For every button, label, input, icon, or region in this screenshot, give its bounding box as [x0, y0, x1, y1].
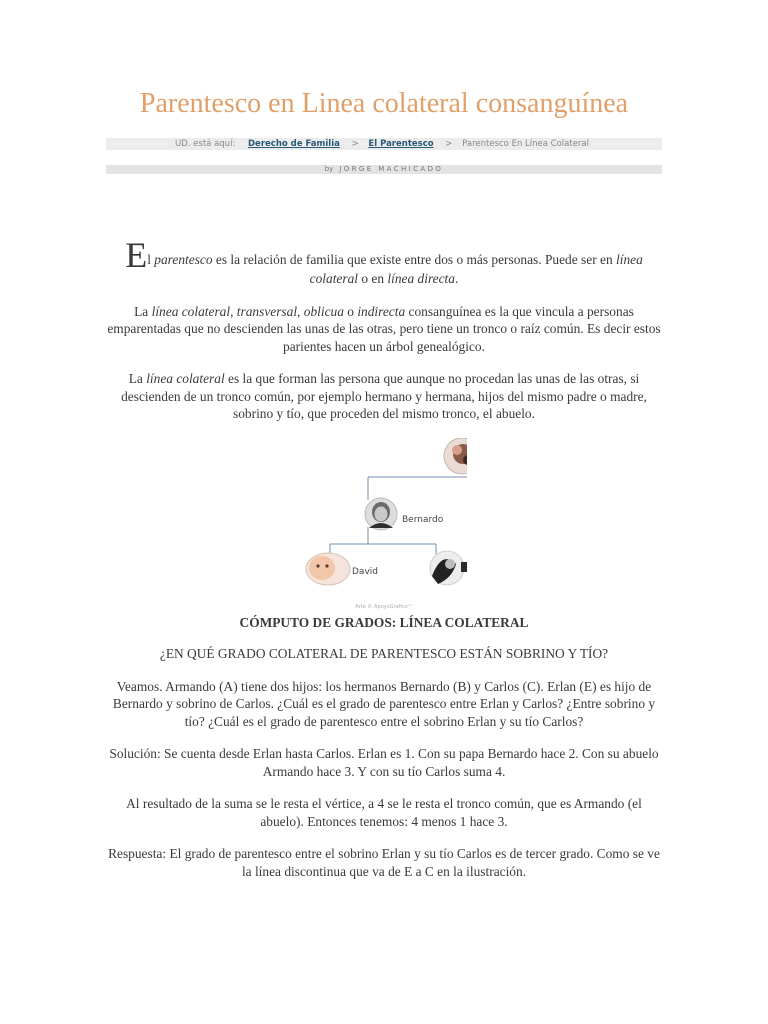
breadcrumb-link-derecho-familia[interactable]: Derecho de Familia: [248, 139, 340, 149]
definition-paragraph: [106, 303, 662, 356]
term-linea-colateral: línea colateral: [309, 252, 643, 286]
respuesta-paragraph: Respuesta: El grado de parentesco entre el sobrino Erlan y su tío Carlos es de tercer grado. Como se ve la línea discontinua que va de E a C en la ilustración.: [108, 846, 660, 879]
explanation-paragraph: [106, 370, 662, 423]
avatar-david: [306, 553, 350, 585]
question-paragraph: ¿EN QUÉ GRADO COLATERAL DE PARENTESCO ESTÁN SOBRINO Y TÍO?: [159, 646, 609, 661]
breadcrumb-separator: >: [445, 139, 453, 149]
section-heading: CÓMPUTO DE GRADOS: LÍNEA COLATERAL: [239, 614, 529, 630]
breadcrumb: [106, 138, 662, 150]
avatar-grandparent: [444, 438, 480, 474]
family-tree-figure: [106, 438, 662, 608]
family-tree-illustration: [106, 438, 662, 608]
avatar-sibling: [430, 551, 467, 585]
resultado-paragraph: Al resultado de la suma se le resta el vértice, a 4 se le resta el tronco común, que es Armando (el abuelo). Entonces tenemos: 4 menos 1 hace 3.: [126, 796, 642, 829]
label-bernardo: Bernardo: [402, 514, 444, 525]
breadcrumb-link-el-parentesco[interactable]: El Parentesco: [368, 139, 434, 149]
para-text: o: [343, 303, 358, 319]
figure-credit: Arte © ApoyoGrafico™: [355, 603, 413, 610]
avatar-bernardo: [365, 498, 397, 530]
intro-text: .: [454, 271, 459, 286]
label-david: David: [352, 566, 378, 577]
intro-paragraph: [106, 235, 662, 288]
article-body: [106, 235, 662, 895]
veamos-paragraph: Veamos. Armando (A) tiene dos hijos: los hermanos Bernardo (B) y Carlos (C). Erlan (E) es hijo de Bernardo y sobrino de Carlos. ¿Cuál es el grado de parentesco entre Erlan y Carlos? ¿Entre sobrino y tío? ¿Cuál es el grado de parentesco entre el sobrino Erlan y su tío Carlos?: [112, 678, 656, 729]
page-title: Parentesco en Linea colateral consanguínea: [139, 88, 629, 119]
term-linea-colateral: línea colateral: [146, 371, 225, 386]
solucion-paragraph: Solución: Se cuenta desde Erlan hasta Carlos. Erlan es 1. Con su papa Bernardo hace 2. Con su abuelo Armando hace 3. Y con su tío Carlos suma 4.: [109, 746, 659, 779]
dropcap: E: [125, 235, 148, 275]
breadcrumb-prefix: UD. está aquí:: [175, 139, 236, 149]
term-parentesco: parentesco: [154, 252, 213, 267]
para-text: La: [128, 371, 147, 386]
tree-connectors: [330, 477, 467, 554]
para-text: es la que forman las persona que aunque no procedan las unas de las otras, si descienden de un tronco común, por ejemplo hermano y hermana, hijos del mismo padre o madre, sobrino y tío, que proceden del mismo tronco, el abuelo.: [121, 371, 647, 421]
breadcrumb-separator: >: [351, 139, 359, 149]
breadcrumb-current: Parentesco En Línea Colateral: [462, 139, 589, 149]
para-text: consanguínea es la que vincula a personas emparentadas que no descienden las unas de las otras, pero tiene un tronco o raíz común. Es decir estos parientes hacen un árbol genealógico.: [107, 303, 661, 354]
term-indirecta: indirecta: [357, 303, 406, 319]
intro-text: l: [147, 252, 155, 267]
term-linea-colateral: línea colateral: [151, 303, 231, 319]
para-text: ,: [230, 303, 237, 319]
author-name: JORGE MACHICADO: [339, 165, 444, 173]
para-text: La: [134, 303, 152, 319]
intro-text: es la relación de familia que existe entre dos o más personas. Puede ser en: [212, 252, 616, 267]
author-by: by: [324, 165, 334, 173]
term-linea-directa: línea directa: [387, 271, 455, 286]
author-bar: [106, 165, 662, 174]
para-text: ,: [297, 303, 304, 319]
term-oblicua: oblicua: [303, 303, 344, 319]
term-transversal: transversal: [236, 303, 298, 319]
intro-text: o en: [358, 271, 388, 286]
